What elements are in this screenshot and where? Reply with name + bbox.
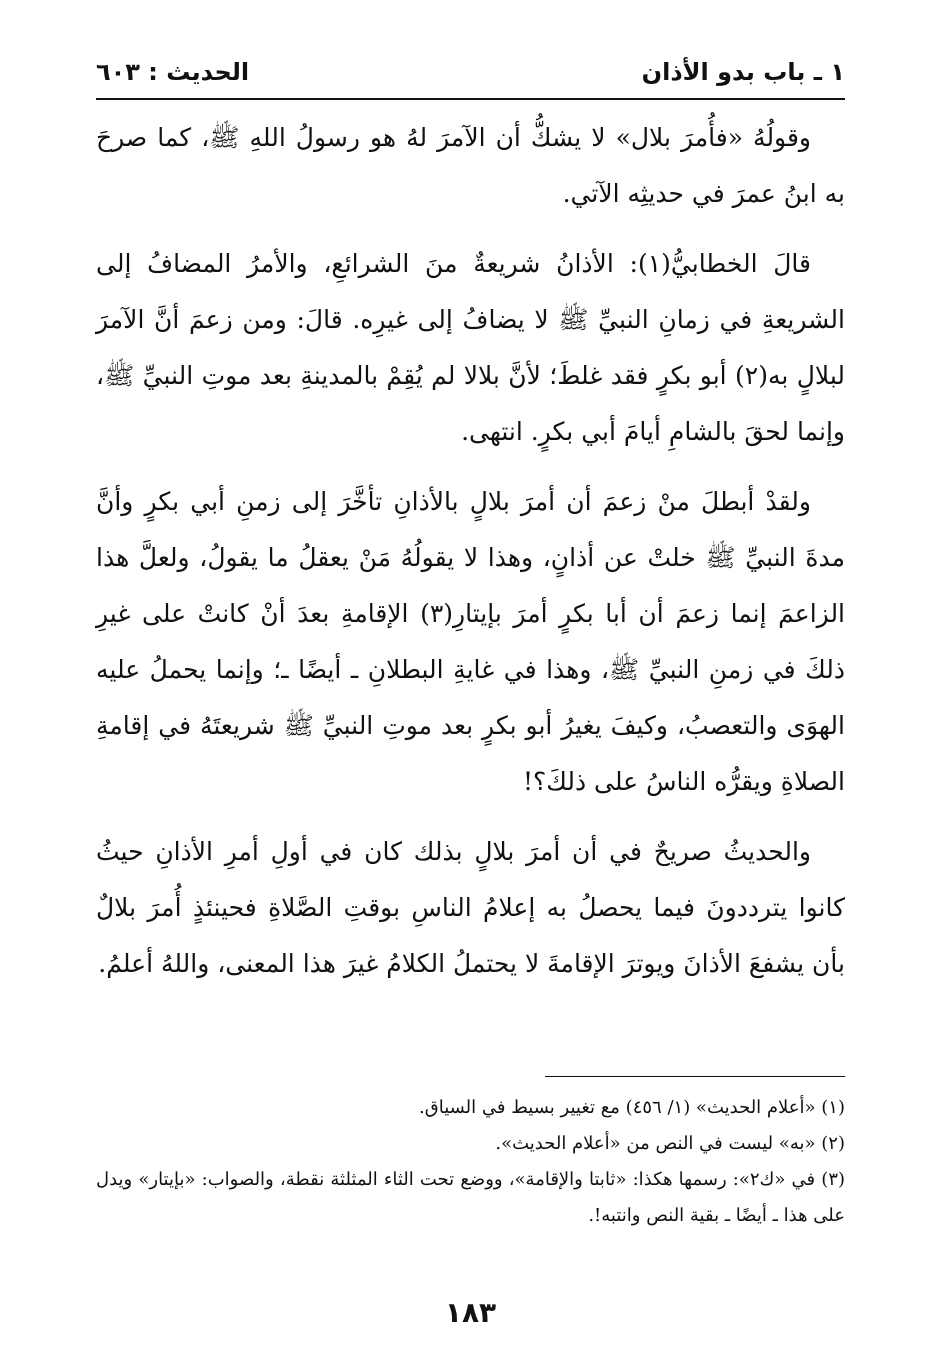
running-header bbox=[96, 52, 845, 98]
page-number: ١٨٣ bbox=[444, 1296, 497, 1329]
paragraph: والحديثُ صريحٌ في أن أمرَ بلالٍ بذلك كان في أولِ أمرِ الأذانِ حيثُ كانوا يترددونَ فيما يحصلُ به إعلامُ الناسِ بوقتِ الصَّلاةِ فحينئذٍ أُمرَ بلالٌ بأن يشفعَ الأذانَ ويوترَ الإقامةَ لا يحتملُ الكلامُ غيرَ هذا المعنى، واللهُ أعلمُ. bbox=[96, 837, 845, 978]
paragraph: قالَ الخطابيُّ(١): الأذانُ شريعةٌ منَ الشرائعِ، والأمرُ المضافُ إلى الشريعةِ في زمانِ النبيِّ ﷺ لا يضافُ إلى غيرِه. قالَ: ومن زعمَ أنَّ الآمرَ لبلالٍ به(٢) أبو بكرٍ فقد غلطَ؛ لأنَّ بلالا لم يُقِمْ بالمدينةِ بعد موتِ النبيِّ ﷺ، وإنما لحقَ بالشامِ أيامَ أبي بكرٍ. انتهى. bbox=[96, 249, 845, 446]
chapter-title: ١ ـ باب بدو الأذان bbox=[641, 58, 845, 86]
footnote: (١) «أعلام الحديث» (١/ ٤٥٦) مع تغيير بسيط في السياق. bbox=[419, 1097, 845, 1118]
footnote-rule bbox=[545, 1076, 845, 1077]
footnote: (٢) «به» ليست في النص من «أعلام الحديث». bbox=[495, 1133, 845, 1154]
header-rule bbox=[96, 98, 845, 100]
paragraph: ولقدْ أبطلَ منْ زعمَ أن أمرَ بلالٍ بالأذانِ تأخَّرَ إلى زمنِ أبي بكرٍ وأنَّ مدةَ النبيِّ ﷺ خلتْ عن أذانٍ، وهذا لا يقولُهُ مَنْ يعقلُ ما يقولُ، ولعلَّ هذا الزاعمَ إنما زعمَ أن أبا بكرٍ أمرَ بإيتارِ(٣) الإقامةِ بعدَ أنْ كانتْ على غيرِ ذلكَ في زمنِ النبيِّ ﷺ، وهذا في غايةِ البطلانِ ـ أيضًا ـ؛ وإنما يحملُ عليه الهوَى والتعصبُ، وكيفَ يغيرُ أبو بكرٍ بعد موتِ النبيِّ ﷺ شريعتَهُ في إقامةِ الصلاةِ ويقرُّه الناسُ على ذلكَ؟! bbox=[96, 487, 846, 796]
footnote: (٣) في «ك٢»: رسمها هكذا: «ثابتا والإقامة»، ووضع تحت الثاء المثلثة نقطة، والصواب: «بإيتار» ويدل على هذا ـ أيضًا ـ بقية النص وانتبه!. bbox=[96, 1169, 846, 1226]
footnotes bbox=[96, 1090, 845, 1234]
hadith-reference: الحديث : ٦٠٣ bbox=[96, 58, 250, 86]
paragraph: وقولُهُ «فأُمرَ بلال» لا يشكُّ أن الآمرَ لهُ هو رسولُ اللهِ ﷺ، كما صرحَ به ابنُ عمرَ في حديثِه الآتي. bbox=[96, 123, 845, 208]
main-text bbox=[96, 110, 845, 1006]
